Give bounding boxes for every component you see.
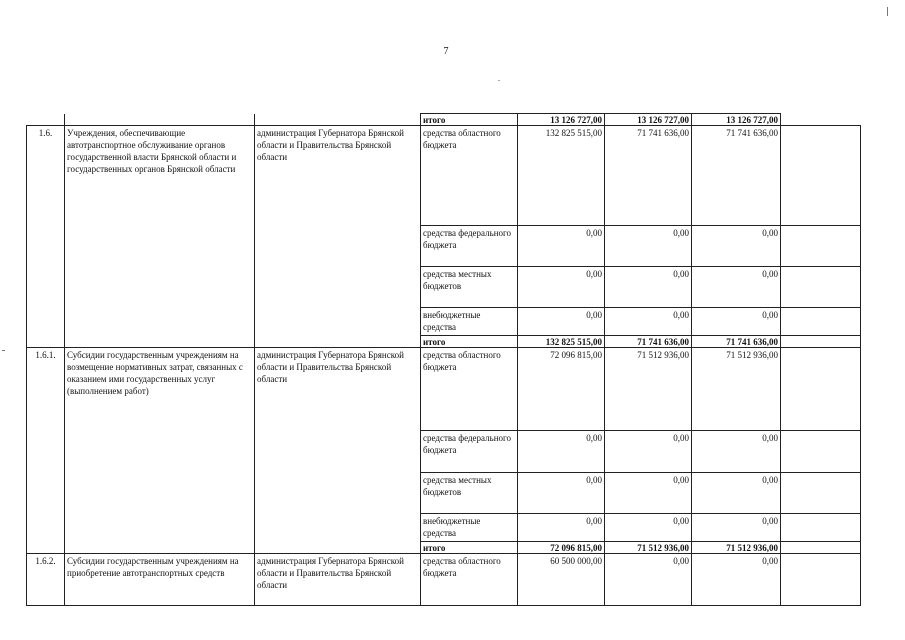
- item-number: 1.6.2.: [27, 554, 65, 606]
- amount-cell: 0,00: [605, 267, 692, 308]
- amount-cell: 71 512 936,00: [692, 348, 781, 431]
- item-executor: администрация Губернатора Брянской области и Правительства Брянской области: [255, 126, 421, 348]
- total-value: 71 741 636,00: [692, 336, 781, 348]
- amount-cell: 0,00: [518, 431, 605, 473]
- total-value: 13 126 727,00: [518, 114, 605, 126]
- amount-cell: 0,00: [605, 308, 692, 336]
- amount-cell: 0,00: [692, 267, 781, 308]
- funding-source: средства областного бюджета: [421, 126, 518, 226]
- amount-cell: 71 512 936,00: [605, 348, 692, 431]
- amount-cell: 71 741 636,00: [692, 126, 781, 226]
- table-row-total: [27, 114, 861, 126]
- total-label: итого: [421, 114, 518, 126]
- amount-cell: 0,00: [605, 226, 692, 267]
- table-row: [27, 554, 861, 606]
- total-label: итого: [421, 542, 518, 554]
- funding-source: средства федерального бюджета: [421, 226, 518, 267]
- amount-cell: 60 500 000,00: [518, 554, 605, 606]
- table-row: [27, 348, 861, 431]
- scan-mark: [887, 7, 888, 16]
- budget-table: [26, 113, 861, 606]
- funding-source: средства областного бюджета: [421, 554, 518, 606]
- item-name: Субсидии государственным учреждениям на возмещение нормативных затрат, связанных с оказанием ими государственных услуг (выполнением работ): [65, 348, 255, 554]
- amount-cell: 132 825 515,00: [518, 126, 605, 226]
- amount-cell: 0,00: [605, 554, 692, 606]
- total-value: 13 126 727,00: [605, 114, 692, 126]
- scan-mark: [2, 350, 5, 351]
- total-label: итого: [421, 336, 518, 348]
- amount-cell: 0,00: [518, 514, 605, 542]
- amount-cell: 0,00: [518, 473, 605, 514]
- item-executor: администрация Губернатора Брянской области и Правительства Брянской области: [255, 348, 421, 554]
- funding-source: средства федерального бюджета: [421, 431, 518, 473]
- total-value: 72 096 815,00: [518, 542, 605, 554]
- page-number: 7: [443, 46, 449, 57]
- amount-cell: 0,00: [518, 308, 605, 336]
- item-name: Субсидии государственным учреждениям на приобретение автотранспортных средств: [65, 554, 255, 606]
- funding-source: внебюджетные средства: [421, 514, 518, 542]
- scan-mark: [498, 80, 500, 81]
- amount-cell: 0,00: [692, 473, 781, 514]
- amount-cell: 71 741 636,00: [605, 126, 692, 226]
- funding-source: средства местных бюджетов: [421, 267, 518, 308]
- amount-cell: 72 096 815,00: [518, 348, 605, 431]
- item-executor: администрация Губернатора Брянской области и Правительства Брянской области: [255, 554, 421, 606]
- funding-source: средства областного бюджета: [421, 348, 518, 431]
- total-value: 71 741 636,00: [605, 336, 692, 348]
- amount-cell: 0,00: [692, 554, 781, 606]
- amount-cell: 0,00: [692, 514, 781, 542]
- total-value: 71 512 936,00: [692, 542, 781, 554]
- funding-source: внебюджетные средства: [421, 308, 518, 336]
- total-value: 13 126 727,00: [692, 114, 781, 126]
- amount-cell: 0,00: [692, 308, 781, 336]
- total-value: 132 825 515,00: [518, 336, 605, 348]
- item-number: 1.6.: [27, 126, 65, 348]
- amount-cell: 0,00: [518, 267, 605, 308]
- amount-cell: 0,00: [605, 431, 692, 473]
- amount-cell: 0,00: [692, 226, 781, 267]
- amount-cell: 0,00: [605, 514, 692, 542]
- amount-cell: 0,00: [518, 226, 605, 267]
- funding-source: средства местных бюджетов: [421, 473, 518, 514]
- amount-cell: 0,00: [605, 473, 692, 514]
- total-value: 71 512 936,00: [605, 542, 692, 554]
- item-number: 1.6.1.: [27, 348, 65, 554]
- amount-cell: 0,00: [692, 431, 781, 473]
- table-row: [27, 126, 861, 226]
- item-name: Учреждения, обеспечивающие автотранспортное обслуживание органов государственной власти Брянской области и государственных органов Брянской области: [65, 126, 255, 348]
